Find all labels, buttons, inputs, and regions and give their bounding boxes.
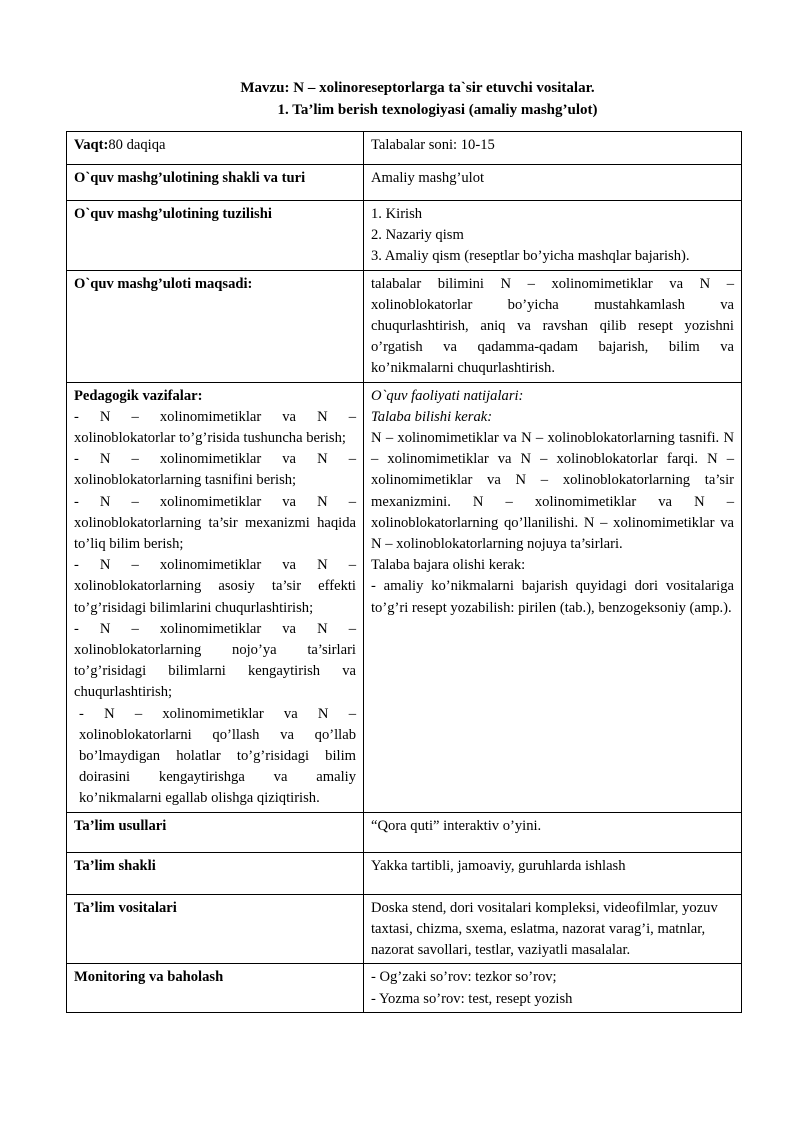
page-title — [0, 77, 800, 121]
vaqt-value: 80 daqiqa — [108, 137, 166, 153]
list-item: - N – xolinomimetiklar va N – xolinoblokatorlarni qo’llash va qo’llab bo’lmaydigan holatlar to’g’risidagi bilim doirasini kengaytirishga va amaliy ko’nikmalarni egallab olishga qiziqtirish. — [79, 705, 356, 807]
talim-shakli-label: Ta’lim shakli — [67, 852, 364, 894]
maqsad-text: talabalar bilimini N – xolinomimetiklar va N – xolinoblokatorlar bo’yicha mustahkamlash va chuqurlashtirish, aniq va ravshan qilib resept yozishni o’rgatish va qadamma-qadam bajarish, bilim va ko’nikmalarni chuqurlashtirish. — [364, 270, 742, 382]
vazifalar-cell — [67, 382, 364, 812]
usullari-value: “Qora quti” interaktiv o’yini. — [364, 812, 742, 852]
students-count: Talabalar soni: 10-15 — [364, 132, 742, 165]
table-row — [67, 201, 742, 271]
table-row — [67, 852, 742, 894]
monitoring-list — [364, 964, 742, 1012]
table-row — [67, 165, 742, 201]
can-text: - amaliy ko’nikmalarni bajarish quyidagi dori vositalariga to’g’ri resept yozabilish: pirilen (tab.), benzogeksoniy (amp.). — [371, 578, 734, 616]
vaqt-label-cell — [67, 132, 364, 165]
table-row — [67, 894, 742, 964]
list-item: - N – xolinomimetiklar va N – xolinoblokatorlarning ta’sir mexanizmi haqida to’liq bilim berish; — [74, 493, 356, 553]
monitoring-label: Monitoring va baholash — [67, 964, 364, 1012]
talim-shakli-value: Yakka tartibli, jamoaviy, guruhlarda ishlash — [364, 852, 742, 894]
table-row — [67, 964, 742, 1012]
list-item: 1. Kirish — [371, 206, 423, 222]
results-heading: O`quv faoliyati natijalari: — [371, 387, 524, 404]
can-heading: Talaba bajara olishi kerak: — [371, 557, 526, 574]
table-row — [67, 382, 742, 812]
natijalar-cell — [364, 382, 742, 812]
list-item: - N – xolinomimetiklar va N – xolinoblokatorlarning tasnifini berish; — [74, 451, 356, 489]
list-item: - N – xolinomimetiklar va N – xolinoblokatorlarning asosiy ta’sir effekti to’g’risidagi bilimlarini chuqurlashtirish; — [74, 557, 356, 616]
list-item: - Yozma so’rov: test, resept yozish — [371, 990, 573, 1007]
vazifalar-label: Pedagogik vazifalar: — [74, 387, 203, 404]
list-item: - N – xolinomimetiklar va N – xolinoblokatorlar to’g’risida tushuncha berish; — [74, 408, 356, 447]
list-item: - Og’zaki so’rov: tezkor so’rov; — [371, 969, 557, 986]
shakl-value: Amaliy mashg’ulot — [364, 165, 742, 201]
tuzilishi-list — [364, 201, 742, 271]
table-row — [67, 132, 742, 165]
list-item: 2. Nazariy qism — [371, 227, 464, 244]
list-item: 3. Amaliy qism (reseptlar bo’yicha mashqlar bajarish). — [371, 248, 690, 265]
list-item: - N – xolinomimetiklar va N – xolinoblokatorlarning nojo’ya ta’sirlari to’g’risidagi bilimlarni kengaytirish va chuqurlashtirish; — [74, 620, 356, 701]
vositalari-label: Ta’lim vositalari — [67, 894, 364, 964]
shakl-label: O`quv mashg’ulotining shakli va turi — [67, 165, 364, 201]
tuzilishi-label: O`quv mashg’ulotining tuzilishi — [67, 201, 364, 271]
section-title: 1. Ta’lim berish texnologiyasi (amaliy mashg’ulot) — [277, 102, 598, 118]
lesson-plan-table — [66, 131, 742, 1013]
usullari-label: Ta’lim usullari — [67, 812, 364, 852]
table-row — [67, 812, 742, 852]
vositalari-value: Doska stend, dori vositalari kompleksi, videofilmlar, yozuv taxtasi, chizma, sxema, eslatma, nazorat varag’i, matnlar, nazorat savollari, testlar, vaziyatli masalalar. — [364, 894, 742, 964]
vaqt-label: Vaqt: — [74, 137, 109, 153]
maqsad-label: O`quv mashg’uloti maqsadi: — [67, 270, 364, 382]
knows-text: N – xolinomimetiklar va N – xolinoblokatorlarning tasnifi. N – xolinomimetiklar va N – xolinoblokatorlar farqi. N – xolinomimetiklar va N – xolinoblokatorlarning ta’sir mexanizmini. N – xolinomimetiklar va N – xolinoblokatorlarning qo’llanilishi. N – xolinomimetiklar va N – xolinoblokatorlarning nojuya ta’sirlari. — [371, 430, 734, 553]
topic-title: Mavzu: N – xolinoreseptorlarga ta`sir etuvchi vositalar. — [240, 80, 595, 96]
knows-heading: Talaba bilishi kerak: — [371, 408, 493, 425]
table-row — [67, 270, 742, 382]
